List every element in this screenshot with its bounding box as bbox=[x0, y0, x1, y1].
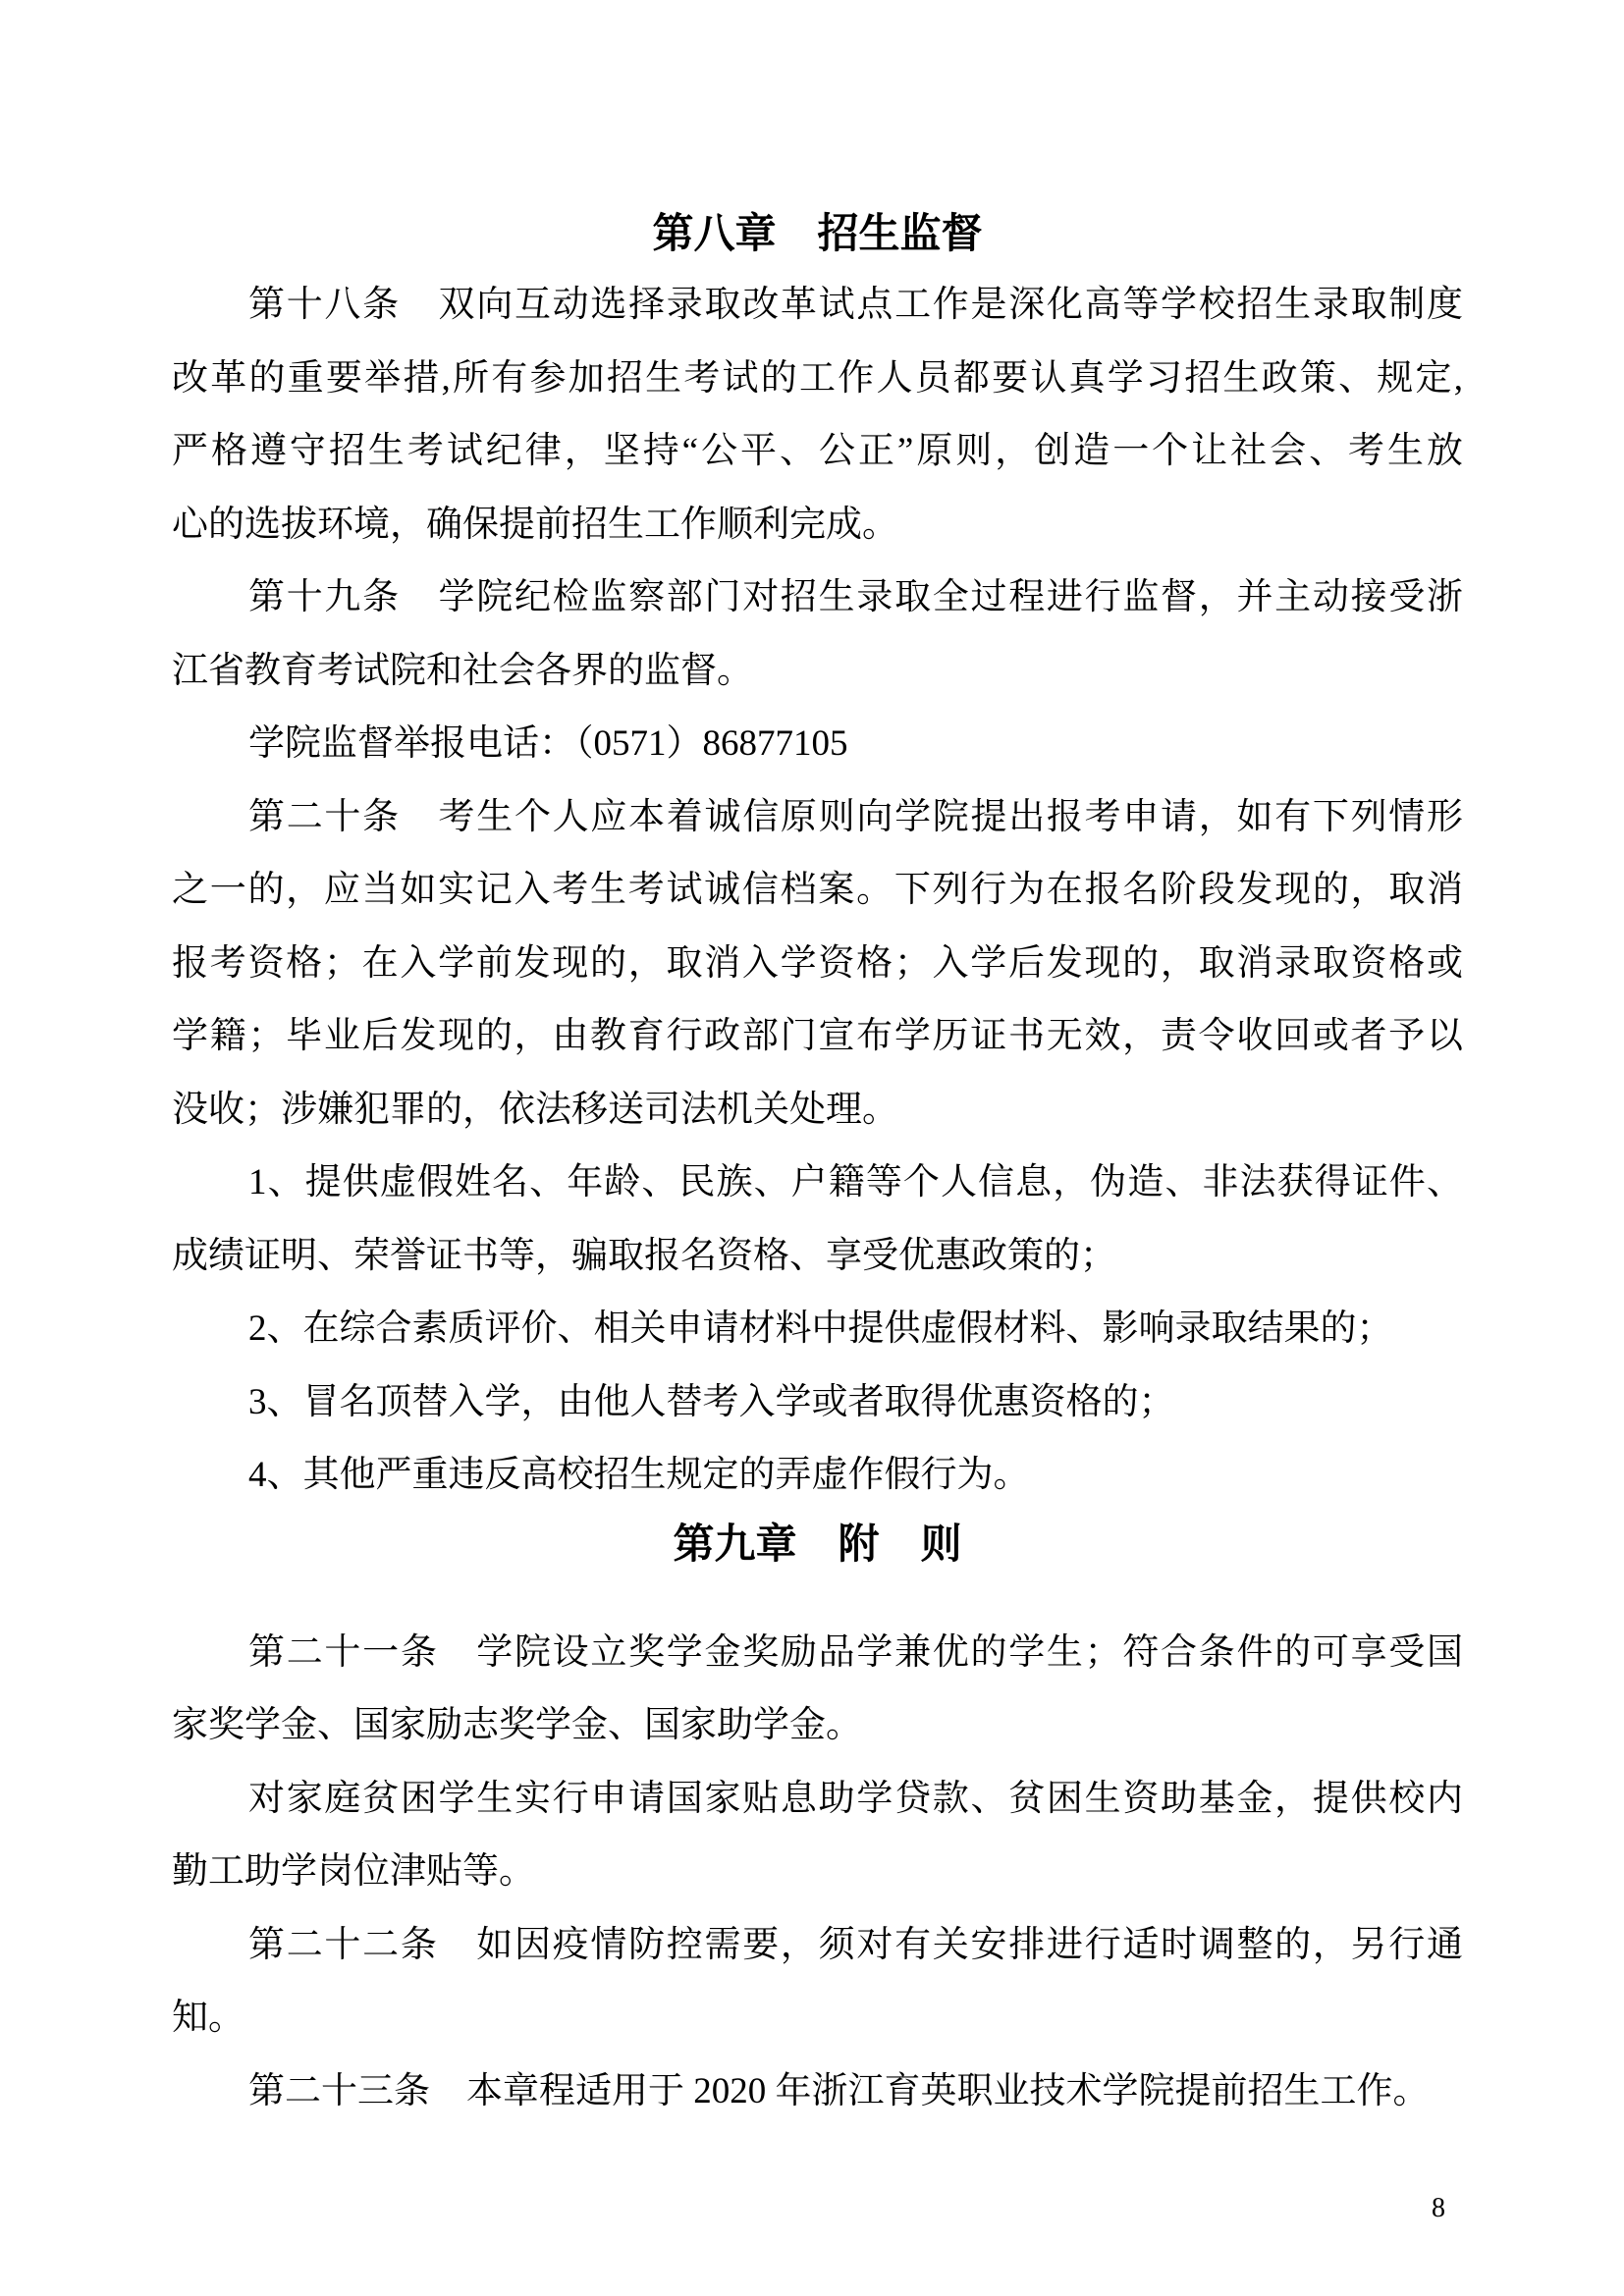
text-line: 对家庭贫困学生实行申请国家贴息助学贷款、贫困生资助基金，提供校内 bbox=[248, 1778, 1463, 1819]
text-line: 第十九条 学院纪检监察部门对招生录取全过程进行监督，并主动接受浙 bbox=[248, 577, 1463, 617]
text-line: 第二十一条 学院设立奖学金奖励品学兼优的学生；符合条件的可享受国 bbox=[248, 1631, 1463, 1673]
text-line: 学籍；毕业后发现的，由教育行政部门宣布学历证书无效，责令收回或者予以 bbox=[172, 1016, 1463, 1056]
text-line: 1、提供虚假姓名、年龄、民族、户籍等个人信息，伪造、非法获得证件、 bbox=[248, 1162, 1463, 1202]
text-line: 家奖学金、国家励志奖学金、国家助学金。 bbox=[172, 1705, 862, 1745]
text-line: 江省教育考试院和社会各界的监督。 bbox=[172, 650, 753, 691]
text-line: 改革的重要举措,所有参加招生考试的工作人员都要认真学习招生政策、规定, bbox=[172, 357, 1463, 399]
text-line: 第二十条 考生个人应本着诚信原则向学院提出报考申请，如有下列情形 bbox=[248, 796, 1463, 837]
text-line: 没收；涉嫌犯罪的，依法移送司法机关处理。 bbox=[172, 1089, 898, 1130]
text-line: 第二十三条 本章程适用于 2020 年浙江育英职业技术学院提前招生工作。 bbox=[248, 2070, 1430, 2111]
text-line: 2、在综合素质评价、相关申请材料中提供虚假材料、影响录取结果的； bbox=[248, 1308, 1393, 1349]
text-line: 第十八条 双向互动选择录取改革试点工作是深化高等学校招生录取制度 bbox=[248, 285, 1463, 325]
text-line: 心的选拔环境，确保提前招生工作顺利完成。 bbox=[172, 504, 898, 545]
page-number: 8 bbox=[1432, 2193, 1445, 2223]
text-line: 第二十二条 如因疫情防控需要，须对有关安排进行适时调整的，另行通 bbox=[248, 1924, 1463, 1965]
text-line: 3、冒名顶替入学，由他人替考入学或者取得优惠资格的； bbox=[248, 1381, 1175, 1422]
text-line: 勤工助学岗位津贴等。 bbox=[172, 1851, 535, 1892]
text-line: 成绩证明、荣誉证书等，骗取报名资格、享受优惠政策的； bbox=[172, 1235, 1116, 1276]
chapter-9-body bbox=[0, 1617, 1624, 2129]
chapter-8-heading: 第八章 招生监督 bbox=[652, 212, 983, 257]
text-line: 学院监督举报电话：（0571）86877105 bbox=[248, 723, 848, 764]
chapter-9-heading: 第九章 附 则 bbox=[673, 1522, 962, 1568]
text-line: 4、其他严重违反高校招生规定的弄虚作假行为。 bbox=[248, 1455, 1030, 1495]
text-line: 知。 bbox=[172, 1998, 244, 2038]
chapter-8-body bbox=[0, 269, 1624, 1513]
text-line: 严格遵守招生考试纪律，坚持“公平、公正”原则，创造一个让社会、考生放 bbox=[172, 431, 1463, 471]
text-line: 报考资格；在入学前发现的，取消入学资格；入学后发现的，取消录取资格或 bbox=[172, 942, 1463, 984]
text-line: 之一的，应当如实记入考生考试诚信档案。下列行为在报名阶段发现的，取消 bbox=[172, 870, 1463, 910]
